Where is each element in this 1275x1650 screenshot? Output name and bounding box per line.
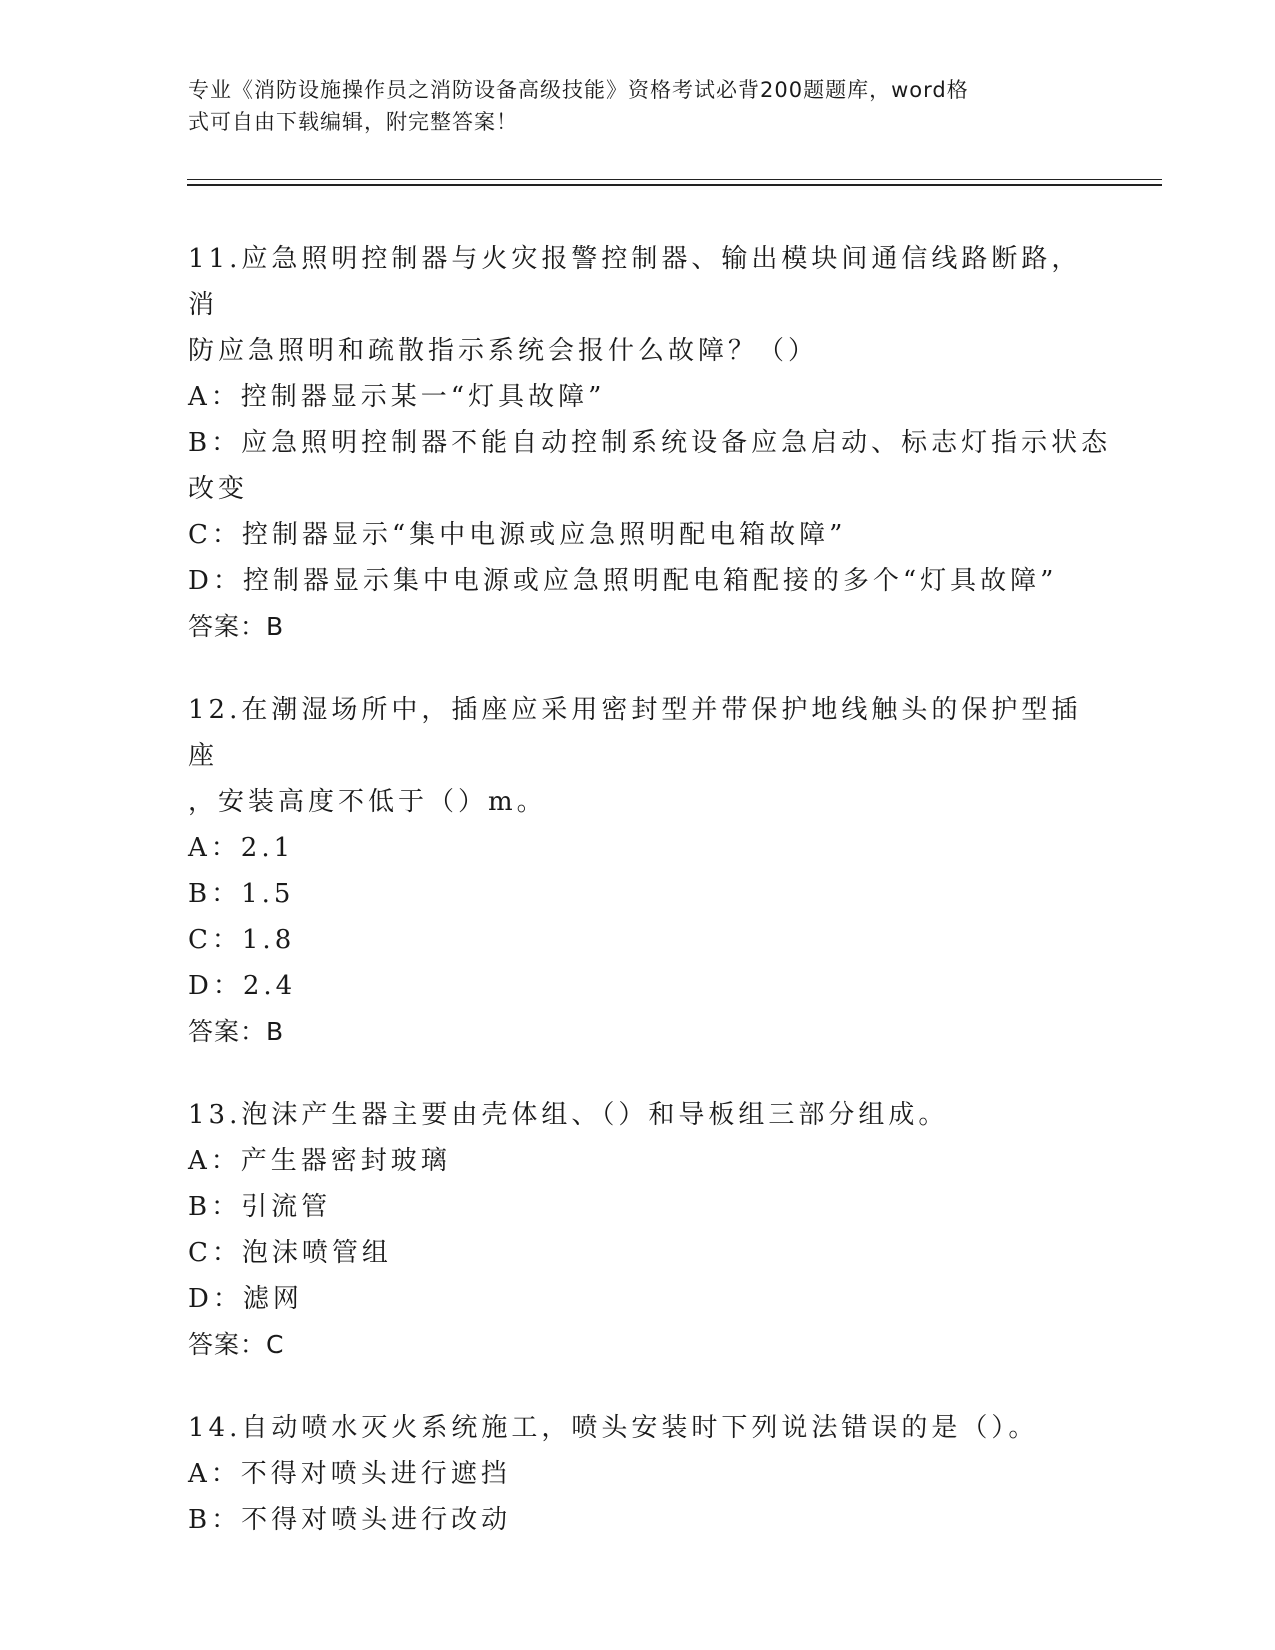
answer-label: 答案：C xyxy=(188,1330,285,1359)
option-c: C：泡沫喷管组 xyxy=(188,1238,392,1268)
question-12 xyxy=(188,687,1088,1055)
header-divider-thin xyxy=(187,179,1162,180)
option-d: D：滤网 xyxy=(188,1284,303,1314)
question-stem-continued: 防应急照明和疏散指示系统会报什么故障？（） xyxy=(188,336,819,366)
option-d: D：控制器显示集中电源或应急照明配电箱配接的多个“灯具故障” xyxy=(188,566,1058,596)
option-b-continued: 改变 xyxy=(188,474,249,504)
option-a: A：不得对喷头进行遮挡 xyxy=(188,1459,511,1489)
question-stem-continued: ，安装高度不低于（）m。 xyxy=(188,787,547,817)
option-b: B：1.5 xyxy=(188,879,295,909)
answer-label: 答案：B xyxy=(188,1017,285,1046)
question-stem: 14.自动喷水灭火系统施工，喷头安装时下列说法错误的是（）。 xyxy=(188,1413,1039,1443)
option-d: D：2.4 xyxy=(188,971,297,1001)
question-14 xyxy=(188,1405,1088,1543)
question-11 xyxy=(188,236,1112,650)
option-c: C：控制器显示“集中电源或应急照明配电箱故障” xyxy=(188,520,847,550)
header-divider-thick xyxy=(187,184,1162,186)
answer-label: 答案：B xyxy=(188,612,285,641)
question-13 xyxy=(188,1092,1088,1368)
question-stem: 11.应急照明控制器与火灾报警控制器、输出模块间通信线路断路，消 xyxy=(188,244,1082,320)
option-c: C：1.8 xyxy=(188,925,296,955)
header-line-1: 专业《消防设施操作员之消防设备高级技能》资格考试必背200题题库，word格 xyxy=(188,78,969,102)
document-header xyxy=(188,74,1068,138)
option-a: A：控制器显示某一“灯具故障” xyxy=(188,382,606,412)
question-stem: 12.在潮湿场所中，插座应采用密封型并带保护地线触头的保护型插座 xyxy=(188,695,1082,771)
option-b: B：应急照明控制器不能自动控制系统设备应急启动、标志灯指示状态 xyxy=(188,428,1112,458)
question-list xyxy=(188,236,1112,1580)
option-a: A：2.1 xyxy=(188,833,295,863)
option-b: B：引流管 xyxy=(188,1192,332,1222)
question-stem: 13.泡沫产生器主要由壳体组、（）和导板组三部分组成。 xyxy=(188,1100,949,1130)
header-line-2: 式可自由下载编辑，附完整答案！ xyxy=(188,110,518,134)
option-b: B：不得对喷头进行改动 xyxy=(188,1505,512,1535)
option-a: A：产生器密封玻璃 xyxy=(188,1146,451,1176)
